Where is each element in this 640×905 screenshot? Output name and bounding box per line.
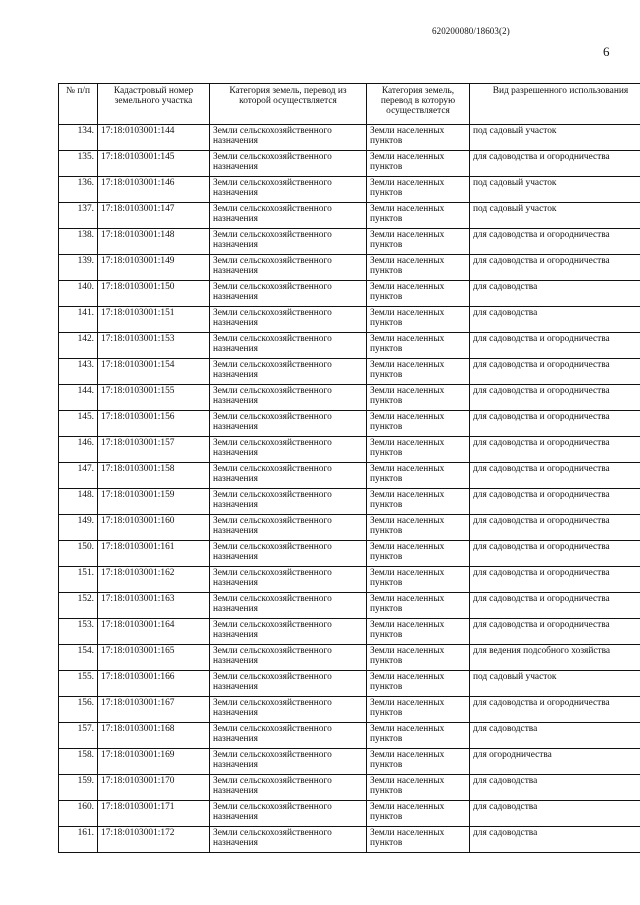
category-to-cell: Земли населенных пунктов	[367, 177, 470, 203]
permitted-use-cell: для садоводства и огородничества	[470, 593, 640, 619]
category-from-cell: Земли сельскохозяйственного назначения	[210, 359, 367, 385]
category-to-cell: Земли населенных пунктов	[367, 619, 470, 645]
cadastral-number-cell: 17:18:0103001:171	[98, 801, 210, 827]
permitted-use-cell: для огородничества	[470, 749, 640, 775]
row-number-cell: 161.	[59, 827, 98, 853]
category-to-cell: Земли населенных пунктов	[367, 775, 470, 801]
table-row	[59, 619, 640, 645]
category-to-cell: Земли населенных пунктов	[367, 723, 470, 749]
cadastral-number-cell: 17:18:0103001:160	[98, 515, 210, 541]
category-to-cell: Земли населенных пунктов	[367, 333, 470, 359]
category-to-cell: Земли населенных пунктов	[367, 697, 470, 723]
table-row	[59, 333, 640, 359]
row-number-cell: 154.	[59, 645, 98, 671]
cadastral-number-cell: 17:18:0103001:154	[98, 359, 210, 385]
cadastral-number-cell: 17:18:0103001:158	[98, 463, 210, 489]
permitted-use-cell: для садоводства	[470, 281, 640, 307]
category-from-cell: Земли сельскохозяйственного назначения	[210, 463, 367, 489]
row-number-cell: 144.	[59, 385, 98, 411]
category-from-cell: Земли сельскохозяйственного назначения	[210, 307, 367, 333]
row-number-cell: 145.	[59, 411, 98, 437]
permitted-use-cell: для садоводства и огородничества	[470, 697, 640, 723]
row-number-cell: 140.	[59, 281, 98, 307]
row-number-cell: 152.	[59, 593, 98, 619]
permitted-use-cell: для садоводства	[470, 307, 640, 333]
cadastral-number-cell: 17:18:0103001:169	[98, 749, 210, 775]
row-number-cell: 139.	[59, 255, 98, 281]
category-to-cell: Земли населенных пунктов	[367, 203, 470, 229]
category-from-cell: Земли сельскохозяйственного назначения	[210, 775, 367, 801]
category-from-cell: Земли сельскохозяйственного назначения	[210, 125, 367, 151]
row-number-cell: 135.	[59, 151, 98, 177]
permitted-use-cell: для садоводства	[470, 723, 640, 749]
category-from-cell: Земли сельскохозяйственного назначения	[210, 697, 367, 723]
row-number-cell: 143.	[59, 359, 98, 385]
row-number-cell: 150.	[59, 541, 98, 567]
table-row	[59, 593, 640, 619]
permitted-use-cell: для садоводства и огородничества	[470, 411, 640, 437]
category-from-cell: Земли сельскохозяйственного назначения	[210, 437, 367, 463]
cadastral-number-cell: 17:18:0103001:151	[98, 307, 210, 333]
row-number-cell: 160.	[59, 801, 98, 827]
table-row	[59, 827, 640, 853]
permitted-use-cell: для садоводства	[470, 801, 640, 827]
table-row	[59, 489, 640, 515]
category-to-cell: Земли населенных пунктов	[367, 801, 470, 827]
category-from-cell: Земли сельскохозяйственного назначения	[210, 593, 367, 619]
category-from-cell: Земли сельскохозяйственного назначения	[210, 567, 367, 593]
table-row	[59, 671, 640, 697]
category-from-cell: Земли сельскохозяйственного назначения	[210, 281, 367, 307]
category-to-cell: Земли населенных пунктов	[367, 307, 470, 333]
row-number-cell: 146.	[59, 437, 98, 463]
cadastral-number-cell: 17:18:0103001:163	[98, 593, 210, 619]
permitted-use-cell: для садоводства и огородничества	[470, 333, 640, 359]
row-number-cell: 156.	[59, 697, 98, 723]
column-header-cadastral-number: Кадастровый номер земельного участка	[98, 84, 210, 125]
permitted-use-cell: для ведения подсобного хозяйства	[470, 645, 640, 671]
category-to-cell: Земли населенных пунктов	[367, 827, 470, 853]
table-row	[59, 645, 640, 671]
table-header-row	[59, 84, 640, 125]
cadastral-number-cell: 17:18:0103001:157	[98, 437, 210, 463]
permitted-use-cell: для садоводства и огородничества	[470, 229, 640, 255]
table-row	[59, 125, 640, 151]
cadastral-number-cell: 17:18:0103001:149	[98, 255, 210, 281]
table-row	[59, 255, 640, 281]
table-row	[59, 515, 640, 541]
table-row	[59, 307, 640, 333]
column-header-category-from: Категория земель, перевод из которой осуществляется	[210, 84, 367, 125]
permitted-use-cell: под садовый участок	[470, 125, 640, 151]
cadastral-number-cell: 17:18:0103001:148	[98, 229, 210, 255]
row-number-cell: 157.	[59, 723, 98, 749]
cadastral-number-cell: 17:18:0103001:145	[98, 151, 210, 177]
permitted-use-cell: под садовый участок	[470, 177, 640, 203]
category-to-cell: Земли населенных пунктов	[367, 671, 470, 697]
category-to-cell: Земли населенных пунктов	[367, 593, 470, 619]
category-from-cell: Земли сельскохозяйственного назначения	[210, 801, 367, 827]
category-to-cell: Земли населенных пунктов	[367, 255, 470, 281]
row-number-cell: 136.	[59, 177, 98, 203]
column-header-category-to: Категория земель, перевод в которую осуществляется	[367, 84, 470, 125]
permitted-use-cell: для садоводства и огородничества	[470, 385, 640, 411]
cadastral-number-cell: 17:18:0103001:165	[98, 645, 210, 671]
table-row	[59, 749, 640, 775]
permitted-use-cell: для садоводства и огородничества	[470, 489, 640, 515]
cadastral-number-cell: 17:18:0103001:161	[98, 541, 210, 567]
category-from-cell: Земли сельскохозяйственного назначения	[210, 827, 367, 853]
permitted-use-cell: для садоводства и огородничества	[470, 255, 640, 281]
category-from-cell: Земли сельскохозяйственного назначения	[210, 723, 367, 749]
table-row	[59, 229, 640, 255]
row-number-cell: 138.	[59, 229, 98, 255]
row-number-cell: 155.	[59, 671, 98, 697]
permitted-use-cell: для садоводства и огородничества	[470, 359, 640, 385]
cadastral-number-cell: 17:18:0103001:155	[98, 385, 210, 411]
table-row	[59, 437, 640, 463]
permitted-use-cell: для садоводства	[470, 775, 640, 801]
row-number-cell: 142.	[59, 333, 98, 359]
category-from-cell: Земли сельскохозяйственного назначения	[210, 177, 367, 203]
table-row	[59, 723, 640, 749]
category-to-cell: Земли населенных пунктов	[367, 437, 470, 463]
column-header-number: № п/п	[59, 84, 98, 125]
cadastral-number-cell: 17:18:0103001:162	[98, 567, 210, 593]
cadastral-number-cell: 17:18:0103001:156	[98, 411, 210, 437]
land-plots-table	[58, 83, 640, 853]
category-to-cell: Земли населенных пунктов	[367, 515, 470, 541]
cadastral-number-cell: 17:18:0103001:172	[98, 827, 210, 853]
cadastral-number-cell: 17:18:0103001:166	[98, 671, 210, 697]
category-from-cell: Земли сельскохозяйственного назначения	[210, 333, 367, 359]
category-to-cell: Земли населенных пунктов	[367, 385, 470, 411]
cadastral-number-cell: 17:18:0103001:147	[98, 203, 210, 229]
category-to-cell: Земли населенных пунктов	[367, 463, 470, 489]
table-row	[59, 411, 640, 437]
table-row	[59, 697, 640, 723]
category-from-cell: Земли сельскохозяйственного назначения	[210, 411, 367, 437]
category-from-cell: Земли сельскохозяйственного назначения	[210, 255, 367, 281]
row-number-cell: 141.	[59, 307, 98, 333]
permitted-use-cell: для садоводства и огородничества	[470, 463, 640, 489]
cadastral-number-cell: 17:18:0103001:144	[98, 125, 210, 151]
table-row	[59, 567, 640, 593]
permitted-use-cell: для садоводства и огородничества	[470, 567, 640, 593]
page-number: 6	[603, 44, 610, 59]
row-number-cell: 159.	[59, 775, 98, 801]
row-number-cell: 147.	[59, 463, 98, 489]
category-to-cell: Земли населенных пунктов	[367, 125, 470, 151]
category-to-cell: Земли населенных пунктов	[367, 411, 470, 437]
cadastral-number-cell: 17:18:0103001:168	[98, 723, 210, 749]
category-from-cell: Земли сельскохозяйственного назначения	[210, 229, 367, 255]
category-to-cell: Земли населенных пунктов	[367, 489, 470, 515]
category-from-cell: Земли сельскохозяйственного назначения	[210, 749, 367, 775]
permitted-use-cell: для садоводства и огородничества	[470, 151, 640, 177]
table-row	[59, 801, 640, 827]
category-to-cell: Земли населенных пунктов	[367, 645, 470, 671]
category-from-cell: Земли сельскохозяйственного назначения	[210, 151, 367, 177]
table-row	[59, 359, 640, 385]
table-row	[59, 463, 640, 489]
category-to-cell: Земли населенных пунктов	[367, 749, 470, 775]
row-number-cell: 151.	[59, 567, 98, 593]
category-to-cell: Земли населенных пунктов	[367, 281, 470, 307]
category-from-cell: Земли сельскохозяйственного назначения	[210, 619, 367, 645]
category-from-cell: Земли сельскохозяйственного назначения	[210, 645, 367, 671]
category-from-cell: Земли сельскохозяйственного назначения	[210, 515, 367, 541]
category-to-cell: Земли населенных пунктов	[367, 567, 470, 593]
category-to-cell: Земли населенных пунктов	[367, 151, 470, 177]
row-number-cell: 148.	[59, 489, 98, 515]
category-from-cell: Земли сельскохозяйственного назначения	[210, 489, 367, 515]
table-row	[59, 281, 640, 307]
permitted-use-cell: под садовый участок	[470, 671, 640, 697]
document-code: 620200080/18603(2)	[432, 26, 510, 36]
table-row	[59, 177, 640, 203]
category-from-cell: Земли сельскохозяйственного назначения	[210, 385, 367, 411]
category-from-cell: Земли сельскохозяйственного назначения	[210, 671, 367, 697]
table-row	[59, 385, 640, 411]
category-to-cell: Земли населенных пунктов	[367, 229, 470, 255]
cadastral-number-cell: 17:18:0103001:150	[98, 281, 210, 307]
permitted-use-cell: для садоводства и огородничества	[470, 619, 640, 645]
table-row	[59, 151, 640, 177]
permitted-use-cell: для садоводства	[470, 827, 640, 853]
cadastral-number-cell: 17:18:0103001:153	[98, 333, 210, 359]
cadastral-number-cell: 17:18:0103001:146	[98, 177, 210, 203]
permitted-use-cell: для садоводства и огородничества	[470, 515, 640, 541]
cadastral-number-cell: 17:18:0103001:167	[98, 697, 210, 723]
row-number-cell: 137.	[59, 203, 98, 229]
permitted-use-cell: для садоводства и огородничества	[470, 437, 640, 463]
category-to-cell: Земли населенных пунктов	[367, 541, 470, 567]
cadastral-number-cell: 17:18:0103001:170	[98, 775, 210, 801]
table-row	[59, 775, 640, 801]
row-number-cell: 134.	[59, 125, 98, 151]
category-to-cell: Земли населенных пунктов	[367, 359, 470, 385]
category-from-cell: Земли сельскохозяйственного назначения	[210, 203, 367, 229]
table-body	[59, 125, 640, 853]
row-number-cell: 158.	[59, 749, 98, 775]
table-row	[59, 203, 640, 229]
row-number-cell: 153.	[59, 619, 98, 645]
column-header-permitted-use: Вид разрешенного использования	[470, 84, 640, 125]
row-number-cell: 149.	[59, 515, 98, 541]
cadastral-number-cell: 17:18:0103001:164	[98, 619, 210, 645]
table-row	[59, 541, 640, 567]
category-from-cell: Земли сельскохозяйственного назначения	[210, 541, 367, 567]
cadastral-number-cell: 17:18:0103001:159	[98, 489, 210, 515]
permitted-use-cell: под садовый участок	[470, 203, 640, 229]
permitted-use-cell: для садоводства и огородничества	[470, 541, 640, 567]
